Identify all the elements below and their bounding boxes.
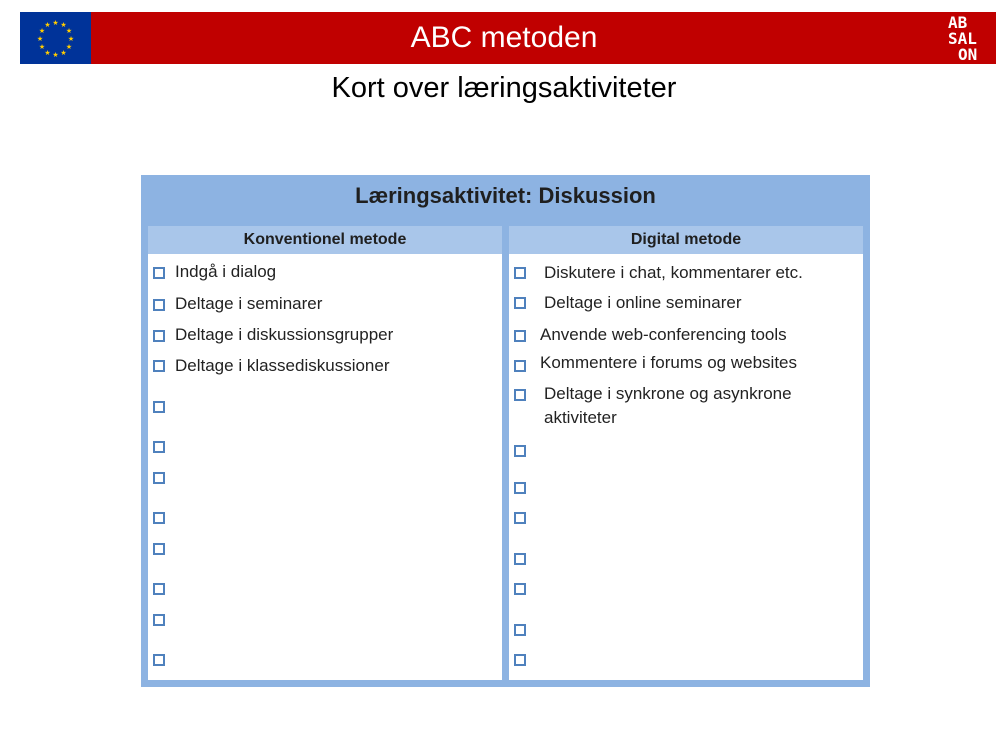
digital-column bbox=[509, 226, 863, 680]
checkbox[interactable] bbox=[153, 583, 165, 595]
checkbox[interactable] bbox=[514, 330, 526, 342]
digital-heading: Digital metode bbox=[509, 226, 863, 254]
checkbox[interactable] bbox=[514, 445, 526, 457]
checkbox[interactable] bbox=[514, 583, 526, 595]
svg-text:★: ★ bbox=[52, 51, 59, 59]
svg-text:★: ★ bbox=[60, 49, 67, 57]
svg-text:★: ★ bbox=[60, 21, 67, 29]
svg-text:★: ★ bbox=[52, 19, 59, 27]
list-item: Diskutere i chat, kommentarer etc. bbox=[544, 263, 803, 282]
list-item: Deltage i online seminarer bbox=[544, 293, 742, 312]
svg-text:SAL: SAL bbox=[948, 29, 977, 48]
list-item: Deltage i diskussionsgrupper bbox=[175, 325, 394, 344]
list-item: Kommentere i forums og websites bbox=[540, 353, 797, 372]
svg-text:★: ★ bbox=[44, 21, 51, 29]
checkbox[interactable] bbox=[514, 553, 526, 565]
svg-text:★: ★ bbox=[44, 49, 51, 57]
list-item: aktiviteter bbox=[544, 408, 617, 427]
checkbox[interactable] bbox=[153, 614, 165, 626]
checkbox[interactable] bbox=[153, 401, 165, 413]
svg-text:★: ★ bbox=[38, 43, 46, 51]
svg-text:★: ★ bbox=[65, 27, 73, 35]
list-item: Indgå i dialog bbox=[175, 262, 277, 281]
checkbox[interactable] bbox=[514, 389, 526, 401]
checkbox[interactable] bbox=[153, 267, 165, 279]
checkbox[interactable] bbox=[153, 654, 165, 666]
svg-text:★: ★ bbox=[36, 35, 44, 43]
list-item: Deltage i synkrone og asynkrone bbox=[544, 384, 792, 403]
list-item: Deltage i seminarer bbox=[175, 294, 323, 313]
checkbox[interactable] bbox=[153, 512, 165, 524]
checkbox[interactable] bbox=[514, 624, 526, 636]
list-item: Anvende web-conferencing tools bbox=[540, 325, 787, 344]
page-subtitle: Kort over læringsaktiviteter bbox=[331, 72, 677, 104]
activity-card bbox=[141, 175, 870, 687]
checkbox[interactable] bbox=[514, 360, 526, 372]
checkbox[interactable] bbox=[514, 512, 526, 524]
checkbox[interactable] bbox=[514, 654, 526, 666]
checkbox[interactable] bbox=[153, 360, 165, 372]
checkbox[interactable] bbox=[514, 297, 526, 309]
conventional-column bbox=[148, 226, 502, 680]
svg-text:★: ★ bbox=[65, 43, 73, 51]
page-title: ABC metoden bbox=[410, 21, 598, 54]
checkbox[interactable] bbox=[514, 482, 526, 494]
card-title: Læringsaktivitet: Diskussion bbox=[355, 183, 656, 208]
svg-text:★: ★ bbox=[67, 35, 75, 43]
checkbox[interactable] bbox=[153, 330, 165, 342]
checkbox[interactable] bbox=[153, 441, 165, 453]
checkbox[interactable] bbox=[153, 299, 165, 311]
list-item: Deltage i klassediskussioner bbox=[175, 356, 390, 375]
absalon-logo-icon bbox=[944, 12, 994, 64]
checkbox[interactable] bbox=[153, 472, 165, 484]
checkbox[interactable] bbox=[153, 543, 165, 555]
conventional-heading: Konventionel metode bbox=[148, 226, 502, 254]
svg-text:ON: ON bbox=[958, 45, 978, 64]
svg-text:★: ★ bbox=[38, 27, 46, 35]
checkbox[interactable] bbox=[514, 267, 526, 279]
svg-text:AB: AB bbox=[948, 13, 968, 32]
